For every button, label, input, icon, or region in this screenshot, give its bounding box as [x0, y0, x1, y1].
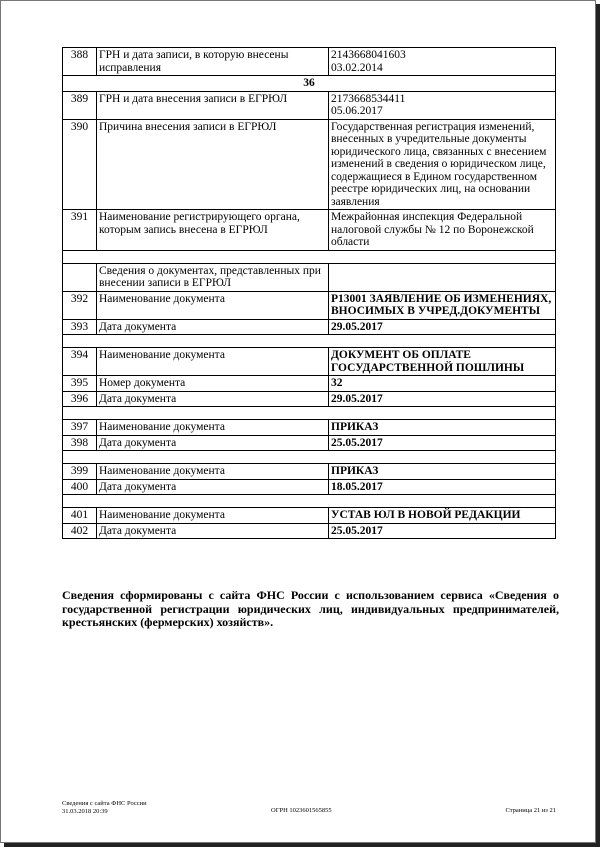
row-number: 389	[63, 91, 97, 119]
row-value: 18.05.2017	[329, 479, 556, 495]
table-row	[63, 420, 556, 436]
row-value	[329, 48, 556, 76]
spacer-row	[63, 335, 556, 348]
footer-page-number: Страница 21 из 21	[505, 807, 556, 814]
row-value: УСТАВ ЮЛ В НОВОЙ РЕДАКЦИИ	[329, 508, 556, 524]
spacer-cell	[63, 250, 556, 263]
row-number: 401	[63, 508, 97, 524]
table-row	[63, 435, 556, 451]
spacer-cell	[63, 407, 556, 420]
row-number: 392	[63, 291, 97, 319]
spacer-cell	[63, 495, 556, 508]
row-label: Наименование регистрирующего органа, которым запись внесена в ЕГРЮЛ	[97, 210, 329, 251]
row-number: 400	[63, 479, 97, 495]
row-number: 394	[63, 348, 97, 376]
row-label: Дата документа	[97, 523, 329, 539]
subheader-row	[63, 263, 556, 291]
table-row	[63, 479, 556, 495]
spacer-row	[63, 495, 556, 508]
row-value: Р13001 ЗАЯВЛЕНИЕ ОБ ИЗМЕНЕНИЯХ, ВНОСИМЫХ В УЧРЕД.ДОКУМЕНТЫ	[329, 291, 556, 319]
empty-cell	[329, 263, 556, 291]
footer-source	[62, 800, 147, 815]
table-row	[63, 48, 556, 76]
row-value: 32	[329, 376, 556, 392]
row-value: Межрайонная инспекция Федеральной налоговой службы № 12 по Воронежской области	[329, 210, 556, 251]
row-label: Наименование документа	[97, 291, 329, 319]
docs-subheader: Сведения о документах, представленных при внесении записи в ЕГРЮЛ	[97, 263, 329, 291]
row-value: ПРИКАЗ	[329, 420, 556, 436]
table-row	[63, 391, 556, 407]
spacer-cell	[63, 335, 556, 348]
row-label: Дата документа	[97, 435, 329, 451]
grn-value: 2173668534411	[331, 92, 406, 105]
spacer-row	[63, 451, 556, 464]
row-value: ДОКУМЕНТ ОБ ОПЛАТЕ ГОСУДАРСТВЕННОЙ ПОШЛИНЫ	[329, 348, 556, 376]
table-row	[63, 464, 556, 480]
table-row	[63, 91, 556, 119]
row-number: 388	[63, 48, 97, 76]
row-value: ПРИКАЗ	[329, 464, 556, 480]
spacer-row	[63, 407, 556, 420]
row-value	[329, 91, 556, 119]
row-label: Причина внесения записи в ЕГРЮЛ	[97, 119, 329, 210]
egrul-records-table	[62, 47, 556, 539]
row-value: 29.05.2017	[329, 319, 556, 335]
row-label: Дата документа	[97, 391, 329, 407]
row-number: 399	[63, 464, 97, 480]
date-value: 05.06.2017	[331, 105, 383, 117]
row-number: 393	[63, 319, 97, 335]
table-row	[63, 508, 556, 524]
row-number: 390	[63, 119, 97, 210]
table-row	[63, 210, 556, 251]
row-label: Наименование документа	[97, 420, 329, 436]
row-value: 25.05.2017	[329, 435, 556, 451]
row-label: ГРН и дата записи, в которую внесены исправления	[97, 48, 329, 76]
section-header-row	[63, 76, 556, 92]
row-label: ГРН и дата внесения записи в ЕГРЮЛ	[97, 91, 329, 119]
row-label: Наименование документа	[97, 464, 329, 480]
table-row	[63, 291, 556, 319]
row-number: 398	[63, 435, 97, 451]
row-number: 395	[63, 376, 97, 392]
row-label: Наименование документа	[97, 508, 329, 524]
table-row	[63, 376, 556, 392]
row-label: Наименование документа	[97, 348, 329, 376]
empty-cell	[63, 263, 97, 291]
date-value: 03.02.2014	[331, 61, 383, 74]
grn-value: 2143668041603	[331, 49, 406, 61]
footer-source-label: Сведения с сайта ФНС России	[62, 800, 147, 807]
footer-ogrn: ОГРН 1023601565855	[271, 807, 332, 814]
table-row	[63, 348, 556, 376]
row-number: 391	[63, 210, 97, 251]
row-label: Дата документа	[97, 479, 329, 495]
table-row	[63, 523, 556, 539]
row-value: Государственная регистрация изменений, внесенных в учредительные документы юридического лица, связанных с внесением изменений в сведения о юридическом лице, содержащиеся в Едином государственном реестре юридических лиц, на основании заявления	[329, 119, 556, 210]
table-row	[63, 319, 556, 335]
section-number: 36	[63, 76, 556, 92]
table-row	[63, 119, 556, 210]
row-value: 29.05.2017	[329, 391, 556, 407]
row-number: 402	[63, 523, 97, 539]
source-note: Сведения сформированы с сайта ФНС России с использованием сервиса «Сведения о государственной регистрации юридических лиц, индивидуальных предпринимателей, крестьянских (фермерских) хозяйств».	[62, 588, 559, 629]
row-label: Номер документа	[97, 376, 329, 392]
row-value: 25.05.2017	[329, 523, 556, 539]
row-label: Дата документа	[97, 319, 329, 335]
spacer-row	[63, 250, 556, 263]
row-number: 397	[63, 420, 97, 436]
footer-datetime: 31.03.2018 20:39	[62, 807, 108, 815]
spacer-cell	[63, 451, 556, 464]
row-number: 396	[63, 391, 97, 407]
